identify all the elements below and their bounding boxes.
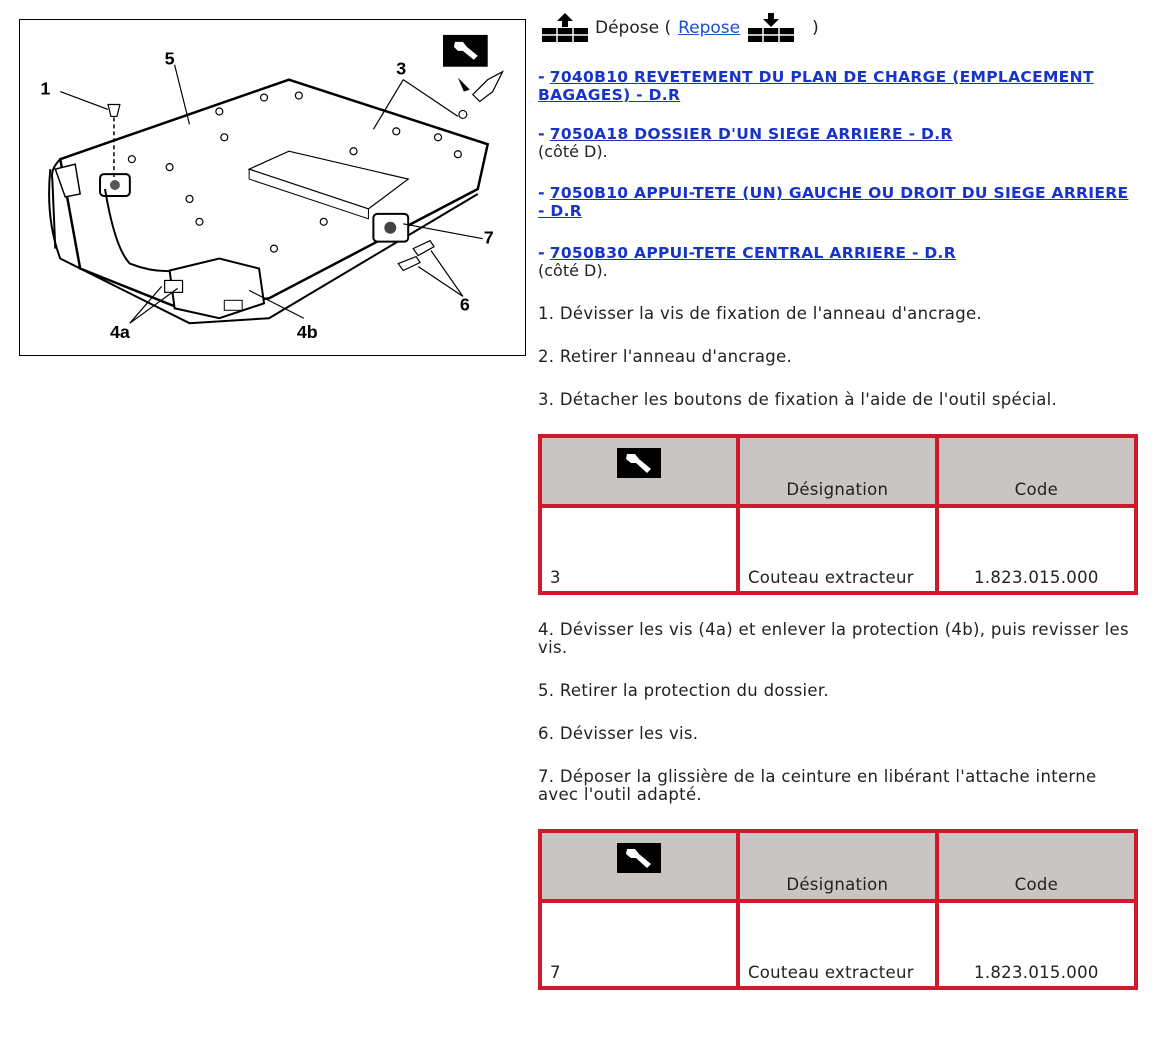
reference-link-7050B30[interactable]: 7050B30 APPUI-TETE CENTRAL ARRIERE - D.R	[549, 244, 956, 262]
table-row	[540, 901, 1136, 988]
repose-link[interactable]: Repose	[678, 18, 741, 38]
callout-1: 1	[40, 78, 51, 99]
step-7: 7. Déposer la glissière de la ceinture en libérant l'attache interne avec l'outil adapté.	[538, 767, 1097, 804]
ref-dash: -	[538, 67, 545, 86]
table-header-row	[540, 831, 1136, 901]
tool-ref-cell: 3	[540, 506, 738, 593]
code-header: Code	[937, 436, 1136, 506]
repose-icon	[744, 12, 798, 44]
reference-item	[538, 244, 1138, 279]
callout-4a: 4a	[109, 322, 130, 343]
tool-ref-cell: 7	[540, 901, 738, 988]
wrench-icon	[617, 843, 661, 873]
ref-dash: -	[538, 183, 545, 202]
seat-back-illustration	[19, 19, 526, 356]
designation-cell: Couteau extracteur	[738, 506, 937, 593]
reference-note: (côté D).	[538, 261, 608, 280]
depose-icon	[538, 12, 592, 44]
callout-4b: 4b	[296, 322, 318, 343]
code-cell: 1.823.015.000	[937, 506, 1136, 593]
ref-dash: -	[538, 243, 545, 262]
reference-link-7050B10[interactable]: 7050B10 APPUI-TETE (UN) GAUCHE OU DROIT DU SIEGE ARRIERE - D.R	[538, 184, 1129, 220]
designation-header: Désignation	[738, 436, 937, 506]
tool-table-step-7	[538, 829, 1138, 990]
step-2: 2. Retirer l'anneau d'ancrage.	[538, 347, 793, 366]
step-5: 5. Retirer la protection du dossier.	[538, 681, 829, 700]
reference-link-7040B10[interactable]: 7040B10 REVETEMENT DU PLAN DE CHARGE (EMPLACEMENT BAGAGES) - D.R	[538, 68, 1094, 104]
reference-item	[538, 125, 1138, 160]
ref-dash: -	[538, 124, 545, 143]
reference-item	[538, 184, 1138, 220]
depose-label: Dépose (	[595, 18, 672, 38]
callout-7: 7	[483, 227, 494, 248]
illustration-svg	[20, 20, 525, 355]
step-3: 3. Détacher les boutons de fixation à l'aide de l'outil spécial.	[538, 390, 1058, 409]
tool-icon-header	[540, 436, 738, 506]
designation-header: Désignation	[738, 831, 937, 901]
table-header-row	[540, 436, 1136, 506]
reference-link-7050A18[interactable]: 7050A18 DOSSIER D'UN SIEGE ARRIERE - D.R	[549, 125, 953, 143]
designation-cell: Couteau extracteur	[738, 901, 937, 988]
close-paren: )	[812, 18, 819, 38]
procedure-column	[538, 8, 1138, 990]
step-4: 4. Dévisser les vis (4a) et enlever la protection (4b), puis revisser les vis.	[538, 620, 1129, 657]
callout-6: 6	[459, 294, 470, 315]
reference-item	[538, 68, 1138, 104]
depose-repose-header	[538, 8, 1138, 48]
table-row	[540, 506, 1136, 593]
step-6: 6. Dévisser les vis.	[538, 724, 699, 743]
reference-note: (côté D).	[538, 142, 608, 161]
step-1: 1. Dévisser la vis de fixation de l'anneau d'ancrage.	[538, 304, 982, 323]
callout-3: 3	[396, 58, 407, 79]
callout-5: 5	[164, 48, 175, 69]
wrench-icon	[617, 448, 661, 478]
tool-icon-header	[540, 831, 738, 901]
code-cell: 1.823.015.000	[937, 901, 1136, 988]
tool-table-step-3	[538, 434, 1138, 595]
code-header: Code	[937, 831, 1136, 901]
